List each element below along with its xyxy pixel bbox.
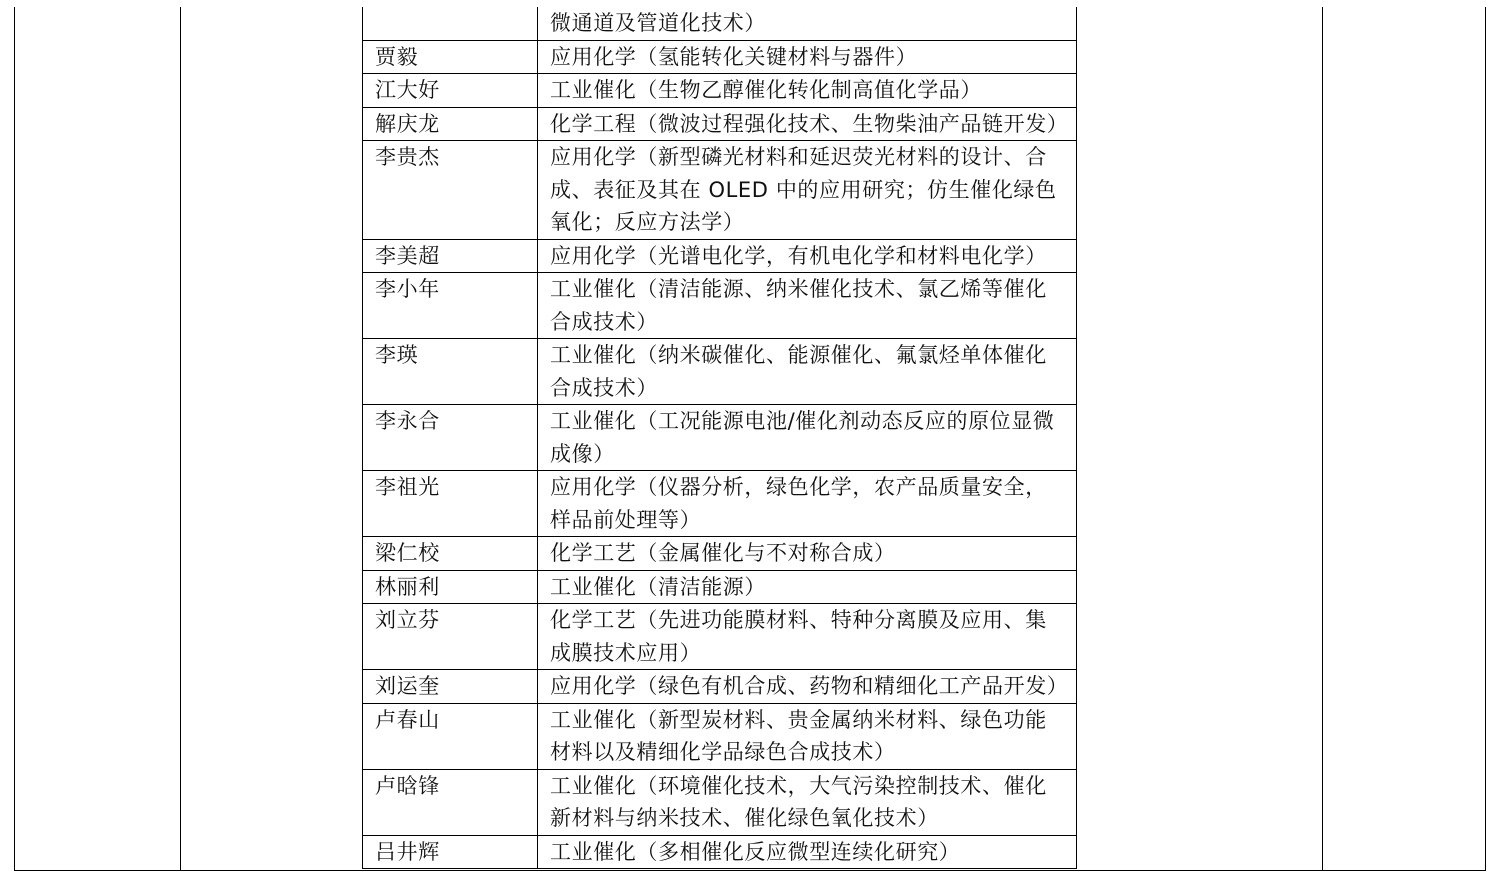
- research-field: 工业催化（纳米碳催化、能源催化、氟氯烃单体催化合成技术）: [538, 339, 1077, 405]
- supervisor-name: 李祖光: [363, 471, 538, 537]
- supervisor-name: 李小年: [363, 273, 538, 339]
- table-row: [363, 769, 1077, 835]
- research-field: 工业催化（新型炭材料、贵金属纳米材料、绿色功能材料以及精细化学品绿色合成技术）: [538, 703, 1077, 769]
- table-row: [363, 273, 1077, 339]
- table-row: [363, 405, 1077, 471]
- research-field: 工业催化（环境催化技术，大气污染控制技术、催化新材料与纳米技术、催化绿色氧化技术）: [538, 769, 1077, 835]
- table-row: [363, 40, 1077, 74]
- outer-table-bottom-border: [14, 870, 1486, 871]
- research-field: 工业催化（清洁能源、纳米催化技术、氯乙烯等催化合成技术）: [538, 273, 1077, 339]
- outer-table-left-border: [14, 7, 15, 871]
- research-field: 应用化学（绿色有机合成、药物和精细化工产品开发）: [538, 670, 1077, 704]
- supervisor-table-body: [363, 7, 1077, 869]
- research-field: 工业催化（工况能源电池/催化剂动态反应的原位显微成像）: [538, 405, 1077, 471]
- supervisor-name: 江大好: [363, 74, 538, 108]
- research-field: 应用化学（光谱电化学，有机电化学和材料电化学）: [538, 239, 1077, 273]
- table-row: [363, 604, 1077, 670]
- table-row: [363, 141, 1077, 240]
- outer-table-right-border: [1485, 7, 1486, 871]
- supervisor-name: 刘运奎: [363, 670, 538, 704]
- research-field: 化学工艺（先进功能膜材料、特种分离膜及应用、集成膜技术应用）: [538, 604, 1077, 670]
- table-row: [363, 570, 1077, 604]
- research-field: 微通道及管道化技术）: [538, 7, 1077, 40]
- supervisor-name: 林丽利: [363, 570, 538, 604]
- table-row: [363, 670, 1077, 704]
- research-field: 化学工艺（金属催化与不对称合成）: [538, 537, 1077, 571]
- table-row: [363, 7, 1077, 40]
- research-field: 工业催化（多相催化反应微型连续化研究）: [538, 835, 1077, 869]
- table-row: [363, 107, 1077, 141]
- supervisor-name: 梁仁校: [363, 537, 538, 571]
- table-row: [363, 239, 1077, 273]
- table-row: [363, 339, 1077, 405]
- table-row: [363, 74, 1077, 108]
- table-row: [363, 835, 1077, 869]
- supervisor-name: 解庆龙: [363, 107, 538, 141]
- research-field: 应用化学（氢能转化关键材料与器件）: [538, 40, 1077, 74]
- supervisor-name: 李瑛: [363, 339, 538, 405]
- supervisor-name: 李贵杰: [363, 141, 538, 240]
- table-row: [363, 471, 1077, 537]
- supervisor-name: 李美超: [363, 239, 538, 273]
- supervisor-table: [362, 7, 1077, 869]
- supervisor-name: 卢春山: [363, 703, 538, 769]
- table-column-divider: [180, 7, 181, 871]
- supervisor-name: 贾毅: [363, 40, 538, 74]
- research-field: 应用化学（新型磷光材料和延迟荧光材料的设计、合成、表征及其在 OLED 中的应用研究；仿生催化绿色氧化；反应方法学）: [538, 141, 1077, 240]
- research-field: 应用化学（仪器分析，绿色化学，农产品质量安全，样品前处理等）: [538, 471, 1077, 537]
- table-row: [363, 703, 1077, 769]
- supervisor-name: [363, 7, 538, 40]
- supervisor-name: 刘立芬: [363, 604, 538, 670]
- supervisor-name: 李永合: [363, 405, 538, 471]
- research-field: 工业催化（生物乙醇催化转化制高值化学品）: [538, 74, 1077, 108]
- research-field: 工业催化（清洁能源）: [538, 570, 1077, 604]
- table-column-divider: [1322, 7, 1323, 871]
- research-field: 化学工程（微波过程强化技术、生物柴油产品链开发）: [538, 107, 1077, 141]
- supervisor-name: 卢晗锋: [363, 769, 538, 835]
- table-row: [363, 537, 1077, 571]
- supervisor-name: 吕井辉: [363, 835, 538, 869]
